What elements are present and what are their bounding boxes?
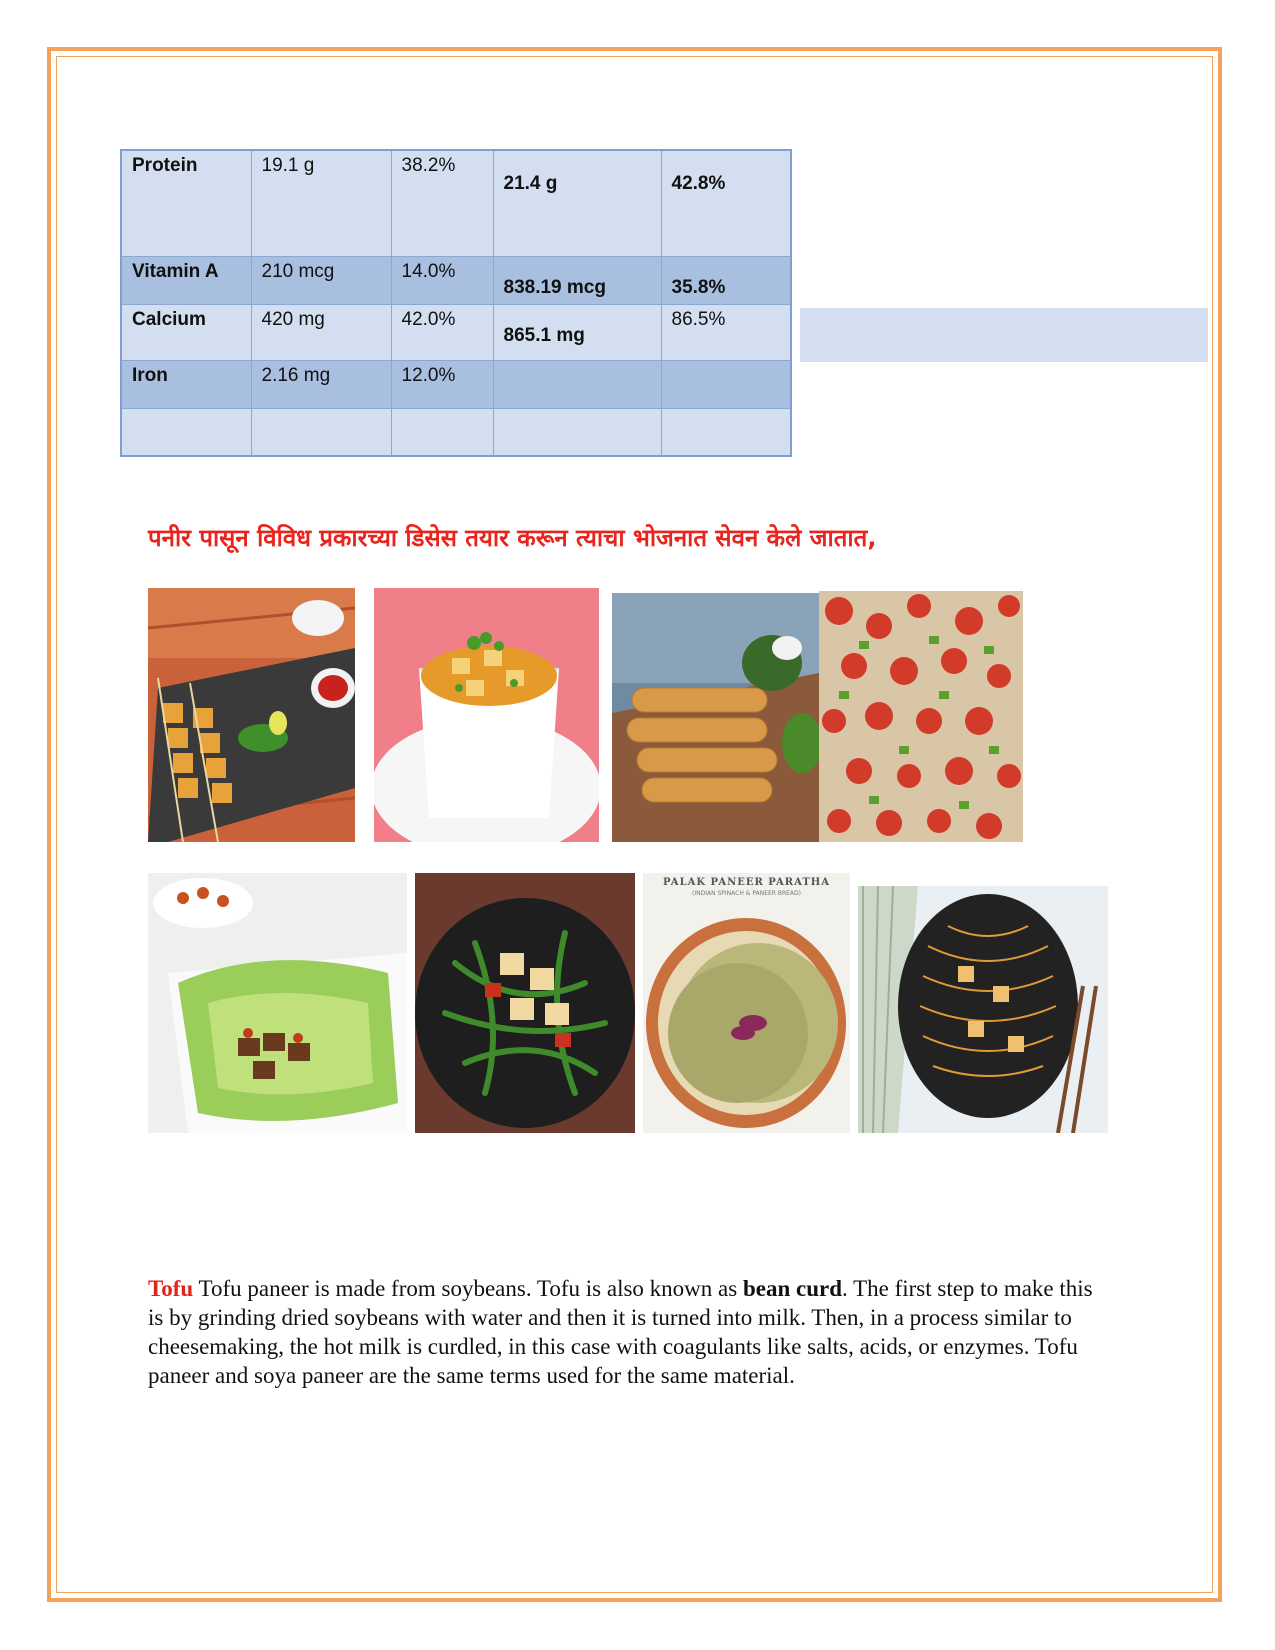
cell-percent: 14.0%: [391, 256, 493, 304]
nutrition-table: [120, 149, 792, 457]
paneer-pizza-image: [819, 591, 1023, 842]
cell-amount2: [493, 360, 661, 408]
cell-nutrient: Vitamin A: [121, 256, 251, 304]
cell-nutrient: Calcium: [121, 304, 251, 360]
table-row-calcium: [121, 304, 791, 360]
cell-amount: 19.1 g: [251, 150, 391, 256]
green-beans-paneer-image: [415, 873, 635, 1133]
cell-amount2: 21.4 g: [493, 150, 661, 256]
paratha-caption: PALAK PANEER PARATHA: [663, 877, 830, 888]
marathi-heading: पनीर पासून विविध प्रकारच्या डिसेस तयार करून त्याचा भोजनात सेवन केले जातात,: [148, 524, 877, 552]
table-row-protein: [121, 150, 791, 256]
bean-curd-term: bean curd: [742, 1276, 842, 1301]
cell-nutrient: Protein: [121, 150, 251, 256]
cell-empty: [121, 408, 251, 456]
cell-percent: 42.0%: [391, 304, 493, 360]
paratha-subcaption: (INDIAN SPINACH & PANEER BREAD): [692, 890, 801, 897]
cell-percent2: 35.8%: [661, 256, 791, 304]
cell-empty: [661, 408, 791, 456]
cell-empty: [391, 408, 493, 456]
cell-empty: [493, 408, 661, 456]
lettuce-wraps-image: [148, 873, 407, 1133]
palak-paneer-paratha-image: [643, 873, 850, 1133]
paneer-curry-image: [374, 588, 599, 842]
cell-percent2: 86.5%: [661, 304, 791, 360]
cell-amount: 2.16 mg: [251, 360, 391, 408]
cell-empty: [251, 408, 391, 456]
table-row-empty: [121, 408, 791, 456]
table-row-vitamin-a: [121, 256, 791, 304]
cell-amount: 210 mcg: [251, 256, 391, 304]
cell-percent2: [661, 360, 791, 408]
tofu-text-part1: Tofu paneer is made from soybeans. Tofu is also known as: [193, 1276, 743, 1301]
cell-percent2: 42.8%: [661, 150, 791, 256]
cell-percent: 12.0%: [391, 360, 493, 408]
cell-amount2: 865.1 mg: [493, 304, 661, 360]
tofu-paragraph: [148, 1274, 1098, 1390]
cell-nutrient: Iron: [121, 360, 251, 408]
paneer-tikka-image: [148, 588, 355, 842]
cell-amount2: 838.19 mcg: [493, 256, 661, 304]
paneer-noodles-image: [858, 886, 1108, 1133]
table-shading-band: [800, 308, 1208, 362]
paneer-fingers-image: [612, 593, 819, 842]
tofu-term: Tofu: [148, 1276, 194, 1301]
tofu-text-part2: . The first step to make this is by grinding dried soybeans with water and then it is turned into milk. Then, in a process similar to cheesemaking, the hot milk is curdled, in this case with coagulants like salts, acids, or enzymes. Tofu paneer and soya paneer are the same terms used for the same material.: [148, 1276, 1093, 1388]
cell-amount: 420 mg: [251, 304, 391, 360]
cell-percent: 38.2%: [391, 150, 493, 256]
table-row-iron: [121, 360, 791, 408]
